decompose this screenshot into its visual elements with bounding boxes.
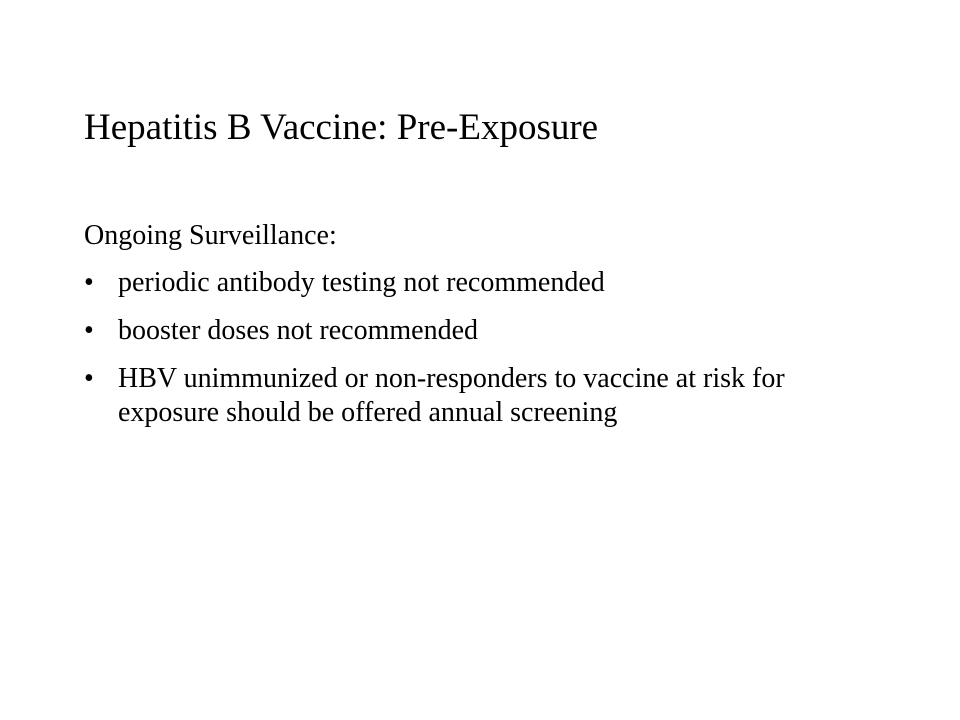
bullet-item bbox=[84, 266, 884, 300]
bullet-icon: • bbox=[84, 363, 94, 394]
bullet-text: periodic antibody testing not recommended bbox=[118, 267, 605, 298]
bullet-item bbox=[84, 314, 884, 348]
section-subheading: Ongoing Surveillance: bbox=[84, 220, 337, 251]
bullet-text: HBV unimmunized or non-responders to vaccine at risk for exposure should be offered annual screening bbox=[118, 363, 785, 428]
bullet-icon: • bbox=[84, 267, 94, 298]
slide-title: Hepatitis B Vaccine: Pre-Exposure bbox=[84, 107, 599, 148]
bullet-list bbox=[84, 266, 884, 444]
bullet-item bbox=[84, 362, 884, 430]
bullet-icon: • bbox=[84, 315, 94, 346]
bullet-text: booster doses not recommended bbox=[118, 315, 479, 346]
